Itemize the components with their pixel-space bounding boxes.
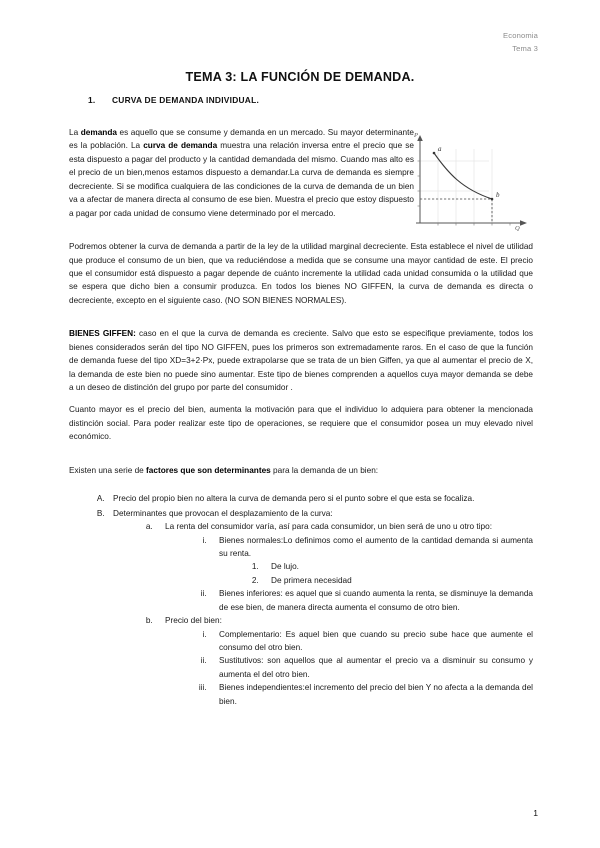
list-item-B-a-i-1 xyxy=(261,560,533,573)
list-item-B-b-i-text: i. Complementario: Es aquel bien que cuando su precio sube hace que aumente el consumo del otro bien. xyxy=(219,629,533,652)
p1-text-e: muestra una relación inversa entre el precio que se esta dispuesto a pagar del producto y la cantidad demandada del mismo. Cuando mas alto es el precio de un bien,menos estamos dispuesto a demandar.La curva de demanda es siempre decreciente. Si se modifica cualquiera de las condiciones de la curva de demanda de un bien va a afectar de manera directa al consumo de ese bien. Muestra el precio que estoy dispuesto a pagar por cada unidad de consumo viene determinado por el mercado. xyxy=(69,141,414,218)
list-B-b-sublist xyxy=(165,628,533,709)
header-course: Economia xyxy=(503,31,538,40)
header-topic: Tema 3 xyxy=(512,43,538,53)
section-number: 1. xyxy=(88,95,96,105)
paragraph-1 xyxy=(69,126,414,220)
paragraph-3 xyxy=(69,327,533,394)
document-header xyxy=(503,30,538,55)
list-item-B-a-i-2-text: 2. De primera necesidad xyxy=(271,575,352,585)
list-item-A-text: A. Precio del propio bien no altera la curva de demanda pero si el punto sobre el que esta se focaliza. xyxy=(113,494,475,504)
p5-bold-factores: factores que son determinantes xyxy=(146,465,271,475)
list-item-B-b-iii xyxy=(209,681,533,708)
list-B-sublist xyxy=(113,520,533,708)
list-item-B-b-iii-text: iii. Bienes independientes:el incremento del precio del bien Y no afecta a la demanda del bien. xyxy=(219,683,533,706)
list-item-B-a xyxy=(155,520,533,614)
section-title: CURVA DE DEMANDA INDIVIDUAL. xyxy=(112,95,260,105)
section-heading xyxy=(88,95,259,105)
list-item-A xyxy=(107,492,533,505)
point-b-label: b xyxy=(496,191,500,199)
paragraph-4: Cuanto mayor es el precio del bien, aumenta la motivación para que el individuo lo adquiera para obtener la mencionada distinción social. Para poder realizar este tipo de operaciones, se requiere que el consumidor posea un muy elevado nivel económico. xyxy=(69,405,533,442)
list-item-B-a-ii xyxy=(209,587,533,614)
p5-text-a: Existen una serie de xyxy=(69,465,147,475)
list-B-a-sublist xyxy=(165,534,533,615)
list-item-B-a-i xyxy=(209,534,533,588)
list-item-B-b-i xyxy=(209,628,533,655)
paragraph-5 xyxy=(69,464,533,477)
list-B-a-i-sublist xyxy=(219,560,533,587)
page-number: 1 xyxy=(533,808,538,818)
list-item-B-a-i-2 xyxy=(261,574,533,587)
list-item-B-b-text: b. Precio del bien: xyxy=(165,616,222,626)
list-item-B-b-ii xyxy=(209,654,533,681)
page-title: TEMA 3: LA FUNCIÓN DE DEMANDA. xyxy=(185,70,415,84)
point-a-label: a xyxy=(438,145,442,153)
p1-text-c: es aquello que se consume y demanda en un mercado. Su mayor determinante es la población. La xyxy=(69,128,415,151)
list-item-B-a-i-1-text: 1. De lujo. xyxy=(271,562,299,572)
y-axis-label: P xyxy=(414,132,418,139)
list-item-B-b xyxy=(155,614,533,708)
list-item-B-a-ii-text: ii. Bienes inferiores: es aquel que si cuando aumenta la renta, se disminuye la demanda de ese bien, de manera directa aumenta el consumo de otro bien. xyxy=(219,589,533,612)
paragraph-2: Podremos obtener la curva de demanda a partir de la ley de la utilidad marginal decreciente. Esta establece el nivel de utilidad que produce el consumo de un bien, que va reduciéndose a medida que se consume una mayor cantidad de este. El precio que el consumidor está dispuesto a pagar depende de cuánto incremente la utilidad cada unidad consumida o la utilidad que se espera que dicho bien a consumir produzca. En todos los bienes NO GIFFEN, la curva de demanda es directa o decreciente, excepto en el siguiente caso. (NO SON BIENES NORMALES). xyxy=(69,242,533,305)
determinants-list xyxy=(69,492,533,708)
p1-text-a: La xyxy=(69,128,81,137)
list-item-B-text: B. Determinantes que provocan el desplazamiento de la curva: xyxy=(113,508,333,518)
p3-bold-label: BIENES GIFFEN: xyxy=(69,329,136,339)
p5-text-c: para la demanda de un bien: xyxy=(270,465,379,475)
p3-text: caso en el que la curva de demanda es creciente. Salvo que esto se especifique previamente, todos los bienes considerados serán del tipo NO GIFFEN, pues los primeros son extremadamente raros. En el caso de que la función de demanda fuese del tipo XD=3+2·Px, puede extrapolarse que se trata de un bien Giffen, ya que al aumentar el precio de X, la demanda de este bien no puede sino aumentar. Este tipo de bienes comprenden a aquellos cuya mayor demanda se debe a un deseo de distinción del grupo por parte del consumidor . xyxy=(69,329,533,392)
list-item-B-a-text: a. La renta del consumidor varía, así para cada consumidor, un bien será de uno u otro tipo: xyxy=(165,522,492,532)
list-item-B-b-ii-text: ii. Sustitutivos: son aquellos que al aumentar el precio va a disminuir su consumo y aumenta el del otro bien. xyxy=(219,656,533,679)
x-axis-label: Q xyxy=(515,225,520,232)
list-item-B-a-i-text: i. Bienes normales:Lo definimos como el aumento de la cantidad demanda si aumenta su renta. xyxy=(219,535,533,558)
document-body xyxy=(69,126,533,709)
p1-bold-curva: curva de demanda xyxy=(143,141,218,151)
list-item-B xyxy=(107,507,533,709)
p1-bold-demanda: demanda xyxy=(80,128,117,137)
